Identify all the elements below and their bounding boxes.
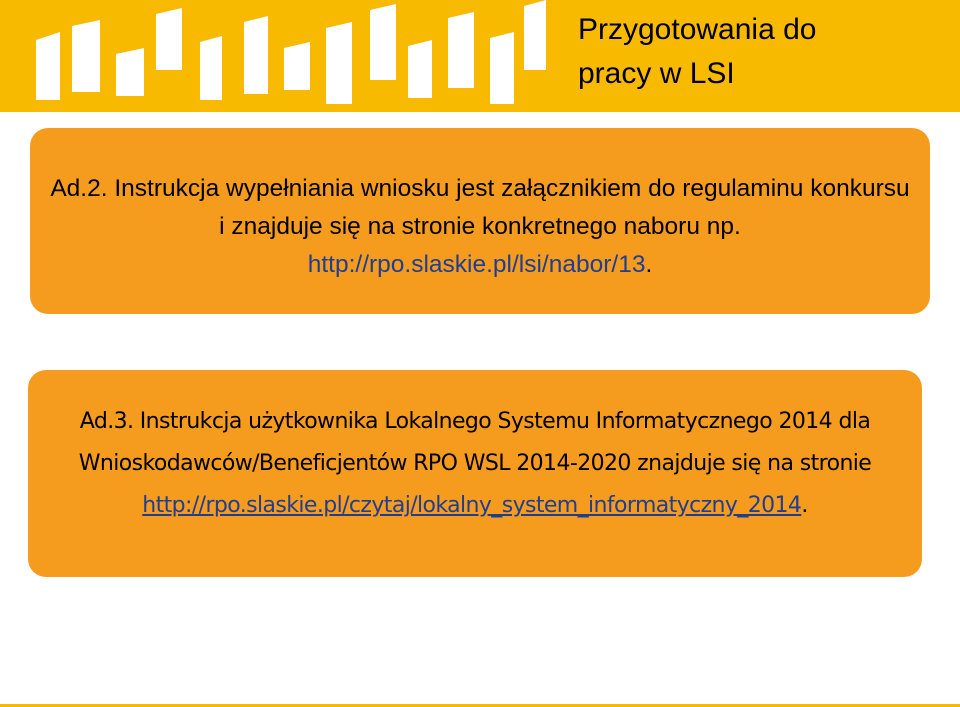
ad3-link[interactable]: http://rpo.slaskie.pl/czytaj/lokalny_system_informatyczny_2014 — [142, 493, 802, 518]
title-line-1: Przygotowania do — [578, 13, 817, 46]
ad2-period: . — [645, 251, 653, 278]
header-band — [0, 0, 960, 112]
title-line-2: pracy w LSI — [578, 57, 735, 90]
ad3-period: . — [801, 493, 808, 518]
info-box-ad3 — [28, 370, 922, 577]
slide-title — [578, 8, 816, 96]
ad2-link[interactable]: http://rpo.slaskie.pl/lsi/nabor/13 — [307, 251, 646, 278]
ad2-text: Ad.2. Instrukcja wypełniania wniosku jest załącznikiem do regulaminu konkursu i znajduje się na stronie konkretnego naboru np. — [50, 175, 910, 240]
building-pattern-logo — [0, 0, 560, 112]
ad3-text: Ad.3. Instrukcja użytkownika Lokalnego Systemu Informatycznego 2014 dla Wnioskodawców/Beneficjentów RPO WSL 2014-2020 znajduje się na stronie — [78, 409, 872, 476]
info-box-ad2 — [30, 128, 930, 314]
